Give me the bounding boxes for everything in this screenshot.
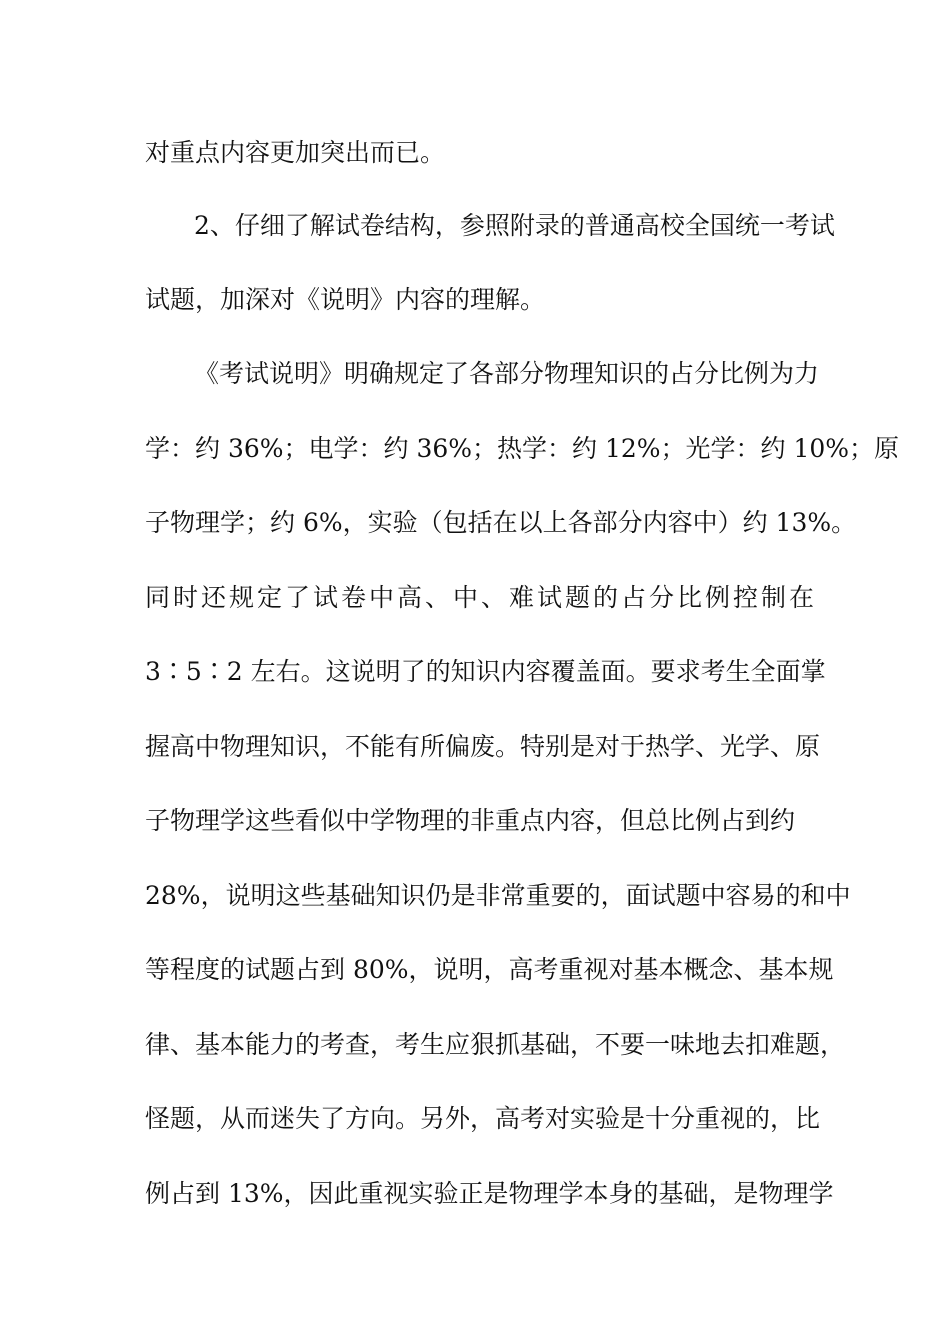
paragraph-line-15: 例占到 13%，因此重视实验正是物理学本身的基础，是物理学: [145, 1179, 834, 1208]
paragraph-line-10: 子物理学这些看似中学物理的非重点内容，但总比例占到约: [145, 806, 796, 835]
paragraph-line-8: 3∶5∶2 左右。这说明了的知识内容覆盖面。要求考生全面掌: [145, 657, 826, 686]
paragraph-line-4: 《考试说明》明确规定了各部分物理知识的占分比例为力: [194, 359, 820, 388]
paragraph-line-13: 律、基本能力的考查，考生应狠抓基础，不要一味地去扣难题，: [145, 1030, 846, 1059]
paragraph-line-2: 2、仔细了解试卷结构，参照附录的普通高校全国统一考试: [194, 211, 835, 240]
paragraph-line-11: 28%，说明这些基础知识仍是非常重要的，面试题中容易的和中: [145, 881, 851, 910]
paragraph-line-3: 试题，加深对《说明》内容的理解。: [145, 285, 546, 314]
paragraph-line-1: 对重点内容更加突出而已。: [145, 138, 446, 167]
paragraph-line-14: 怪题，从而迷失了方向。另外，高考对实验是十分重视的，比: [145, 1104, 821, 1133]
paragraph-line-12: 等程度的试题占到 80%，说明，高考重视对基本概念、基本规: [145, 955, 834, 984]
paragraph-line-6: 子物理学；约 6%，实验（包括在以上各部分内容中）约 13%。: [145, 508, 857, 537]
paragraph-line-7: 同时还规定了试卷中高、中、难试题的占分比例控制在: [145, 583, 818, 612]
paragraph-line-9: 握高中物理知识，不能有所偏废。特别是对于热学、光学、原: [145, 732, 821, 761]
paragraph-line-5: 学：约 36%；电学：约 36%；热学：约 12%；光学：约 10%；原: [145, 434, 900, 463]
